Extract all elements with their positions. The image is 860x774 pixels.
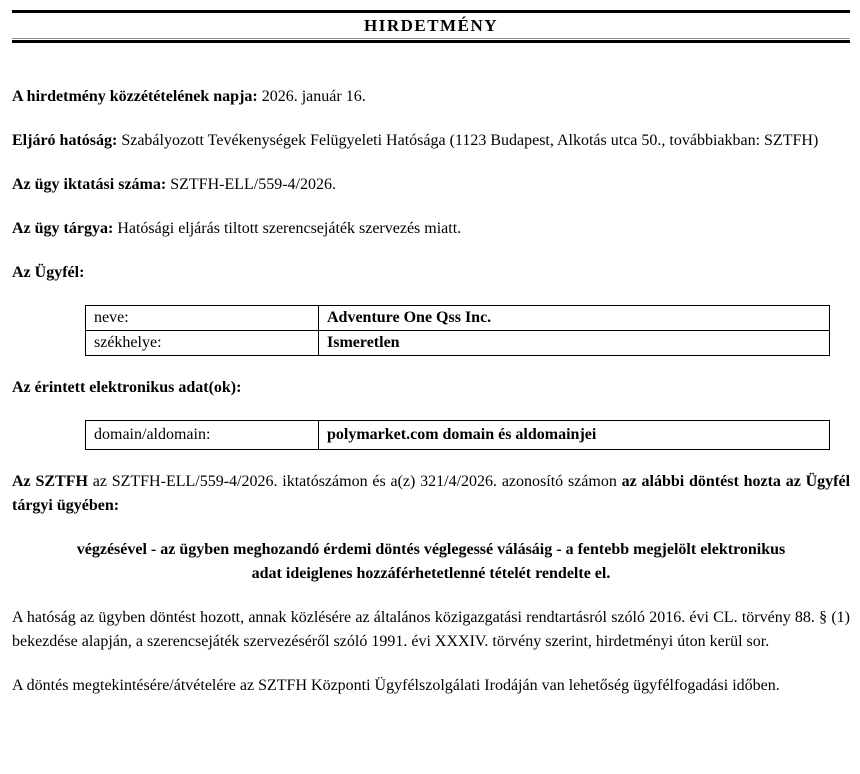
decision-intro-bold-end: az alábbi döntést hozta az Ügyfél tárgyi ügyében: [12, 473, 851, 514]
decision-statement: végzésével - az ügyben meghozandó érdemi döntés véglegessé válásáig - a fentebb megjelölt elektronikus adat ideiglenes hozzáférhetetlenné tételét rendelte el. [76, 541, 786, 582]
field-authority [12, 129, 850, 153]
decision-intro-bold-start: Az SZTFH [12, 473, 88, 490]
domain-key: domain/aldomain: [86, 421, 319, 450]
table-row [86, 331, 830, 356]
field-case-number [12, 173, 850, 197]
field-publication-date [12, 85, 850, 109]
closing-paragraph-viewing-info: A döntés megtekintésére/átvételére az SZTFH Központi Ügyfélszolgálati Irodáján van lehetőség ügyfélfogadási időben. [12, 677, 780, 694]
electronic-data-table [85, 420, 830, 450]
table-row [86, 421, 830, 450]
client-table [85, 305, 830, 356]
client-section-heading: Az Ügyfél: [12, 264, 85, 281]
closing-paragraph-legal-basis: A hatóság az ügyben döntést hozott, annak közlésére az általános közigazgatási rendtartásról szóló 2016. évi CL. törvény 88. § (1) bekezdése alapján, a szerencsejáték szervezéséről szóló 1991. évi XXXIV. törvény szerint, hirdetményi úton kerül sor. [12, 609, 850, 650]
page-title: HIRDETMÉNY [363, 16, 498, 35]
decision-intro [12, 470, 850, 518]
client-name-value: Adventure One Qss Inc. [319, 306, 830, 331]
field-case-subject-label: Az ügy tárgya: [12, 220, 114, 237]
field-case-subject-value: Hatósági eljárás tiltott szerencsejáték szervezés miatt. [117, 220, 462, 237]
decision-intro-regular: az SZTFH-ELL/559-4/2026. iktatószámon és a(z) 321/4/2026. azonosító számon [92, 473, 617, 490]
field-publication-date-value: 2026. január 16. [261, 88, 366, 105]
domain-value: polymarket.com domain és aldomainjei [319, 421, 830, 450]
table-row [86, 306, 830, 331]
field-case-number-label: Az ügy iktatási száma: [12, 176, 167, 193]
field-case-number-value: SZTFH-ELL/559-4/2026. [170, 176, 336, 193]
field-authority-label: Eljáró hatóság: [12, 132, 118, 149]
client-name-key: neve: [86, 306, 319, 331]
field-authority-value: Szabályozott Tevékenységek Felügyeleti Hatósága (1123 Budapest, Alkotás utca 50., továbbiakban: SZTFH) [121, 132, 819, 149]
field-case-subject [12, 217, 850, 241]
client-seat-value: Ismeretlen [319, 331, 830, 356]
document-header [12, 10, 850, 43]
field-publication-date-label: A hirdetmény közzétételének napja: [12, 88, 258, 105]
title-bottom-rule [12, 38, 850, 43]
client-seat-key: székhelye: [86, 331, 319, 356]
electronic-data-heading: Az érintett elektronikus adat(ok): [12, 379, 242, 396]
